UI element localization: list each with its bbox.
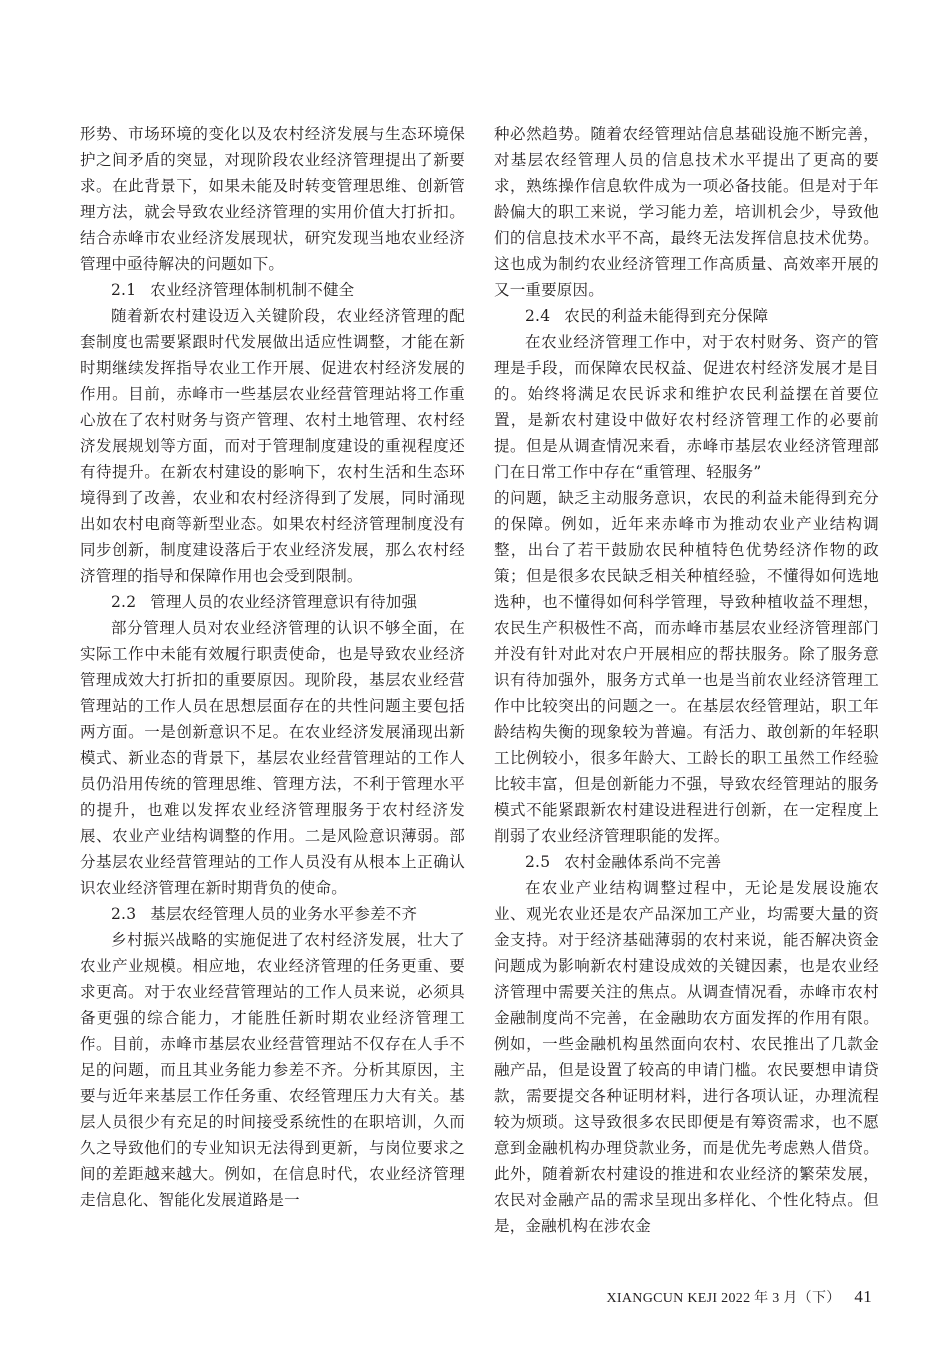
- section-title: 基层农经管理人员的业务水平参差不齐: [150, 905, 418, 923]
- section-number: 2.2: [111, 593, 137, 611]
- paragraph-2-4-continued: 的问题，缺乏主动服务意识，农民的利益未能得到充分的保障。例如，近年来赤峰市为推动农业产业结构调整，出台了若干鼓励农民种植特色优势经济作物的政策；但是很多农民缺乏相关种植经验，不懂得如何选地选种，也不懂得如何科学管理，导致种植收益不理想，农民生产积极性不高，而赤峰市基层农业经济管理部门并没有针对此对农户开展相应的帮扶服务。除了服务意识有待加强外，服务方式单一也是当前农业经济管理工作中比较突出的问题之一。在基层农经管理站，职工年龄结构失衡的现象较为普遍。有活力、敢创新的年轻职工比例较小，很多年龄大、工龄长的职工虽然工作经验比较丰富，但是创新能力不强，导致农经管理站的服务模式不能紧跟新农村建设进程进行创新，在一定程度上削弱了农业经济管理职能的发挥。: [494, 489, 879, 845]
- paragraph-2-1: 随着新农村建设迈入关键阶段，农业经济管理的配套制度也需要紧跟时代发展做出适应性调整，才能在新时期继续发挥指导农业工作开展、促进农村经济发展的作用。目前，赤峰市一些基层农业经营管理站将工作重心放在了农村财务与资产管理、农村土地管理、农村经济发展规划等方面，而对于管理制度建设的重视程度还有待提升。在新农村建设的影响下，农村生活和生态环境得到了改善，农业和农村经济得到了发展，同时涌现出如农村电商等新型业态。如果农村经济管理制度没有同步创新，制度建设落后于农业经济发展，那么农村经济管理的指导和保障作用也会受到限制。: [80, 307, 465, 585]
- journal-name: XIANGCUN KEJI: [606, 1291, 718, 1306]
- paragraph-2-3: 乡村振兴战略的实施促进了农村经济发展，壮大了农业产业规模。相应地，农业经济管理的任务更重、要求更高。对于农业经营管理站的工作人员来说，必须具备更强的综合能力，才能胜任新时期农业经济管理工作。目前，赤峰市基层农业经营管理站不仅存在人手不足的问题，而且其业务能力参差不齐。分析其原因，主要与近年来基层工作任务重、农经管理压力大有关。基层人员很少有充足的时间接受系统性的在职培训，久而久之导致他们的专业知识无法得到更新，与岗位要求之间的差距越来越大。例如，在信息时代，农业经济管理走信息化、智能化发展道路是一: [80, 931, 465, 1209]
- section-heading-2-2: [80, 589, 465, 615]
- section-number: 2.3: [111, 905, 137, 923]
- page-footer: [607, 1287, 872, 1307]
- section-title: 管理人员的农业经济管理意识有待加强: [150, 593, 418, 611]
- section-heading-2-5: [494, 849, 879, 875]
- section-title: 农村金融体系尚不完善: [564, 853, 722, 871]
- section-heading-2-3: [80, 901, 465, 927]
- section-title: 农业经济管理体制机制不健全: [150, 281, 355, 299]
- paragraph-2-5: 在农业产业结构调整过程中，无论是发展设施农业、观光农业还是农产品深加工产业，均需要大量的资金支持。对于经济基础薄弱的农村来说，能否解决资金问题成为影响新农村建设成效的关键因素，也是农业经济管理中需要关注的焦点。从调查情况看，赤峰市农村金融制度尚不完善，在金融助农方面发挥的作用有限。例如，一些金融机构虽然面向农村、农民推出了几款金融产品，但是设置了较高的申请门槛。农民要想申请贷款，需要提交各种证明材料，进行各项认证，办理流程较为烦琐。这导致很多农民即便是有筹资需求，也不愿意到金融机构办理贷款业务，而是优先考虑熟人借贷。此外，随着新农村建设的推进和农业经济的繁荣发展，农民对金融产品的需求呈现出多样化、个性化特点。但是，金融机构在涉农金: [494, 879, 879, 1235]
- section-number: 2.1: [111, 281, 137, 299]
- section-heading-2-1: [80, 277, 465, 303]
- paragraph-2-3-continued: 种必然趋势。随着农经管理站信息基础设施不断完善，对基层农经管理人员的信息技术水平提出了更高的要求，熟练操作信息软件成为一项必备技能。但是对于年龄偏大的职工来说，学习能力差，培训机会少，导致他们的信息技术水平不高，最终无法发挥信息技术优势。这也成为制约农业经济管理工作高质量、高效率开展的又一重要原因。: [494, 125, 879, 299]
- section-number: 2.4: [525, 307, 551, 325]
- issue-date: 2022 年 3 月（下）: [721, 1291, 841, 1306]
- paragraph-2-4: 在农业经济管理工作中，对于农村财务、资产的管理是手段，而保障农民权益、促进农村经济发展才是目的。始终将满足农民诉求和维护农民利益摆在首要位置，是新农村建设中做好农村经济管理工作的必要前提。但是从调查情况来看，赤峰市基层农业经济管理部门在日常工作中存在“重管理、轻服务”: [494, 333, 879, 481]
- section-title: 农民的利益未能得到充分保障: [564, 307, 769, 325]
- page-number: 41: [854, 1287, 872, 1306]
- left-column: [80, 121, 465, 1213]
- right-column: [494, 121, 879, 1239]
- section-number: 2.5: [525, 853, 551, 871]
- paragraph-intro-continued: 形势、市场环境的变化以及农村经济发展与生态环境保护之间矛盾的突显，对现阶段农业经济管理提出了新要求。在此背景下，如果未能及时转变管理思维、创新管理方法，就会导致农业经济管理的实用价值大打折扣。结合赤峰市农业经济发展现状，研究发现当地农业经济管理中亟待解决的问题如下。: [80, 125, 465, 273]
- section-heading-2-4: [494, 303, 879, 329]
- paragraph-2-2: 部分管理人员对农业经济管理的认识不够全面，在实际工作中未能有效履行职责使命，也是导致农业经济管理成效大打折扣的重要原因。现阶段，基层农业经营管理站的工作人员在思想层面存在的共性问题主要包括两方面。一是创新意识不足。在农业经济发展涌现出新模式、新业态的背景下，基层农业经营管理站的工作人员仍沿用传统的管理思维、管理方法，不利于管理水平的提升，也难以发挥农业经济管理服务于农村经济发展、农业产业结构调整的作用。二是风险意识薄弱。部分基层农业经营管理站的工作人员没有从根本上正确认识农业经济管理在新时期背负的使命。: [80, 619, 465, 897]
